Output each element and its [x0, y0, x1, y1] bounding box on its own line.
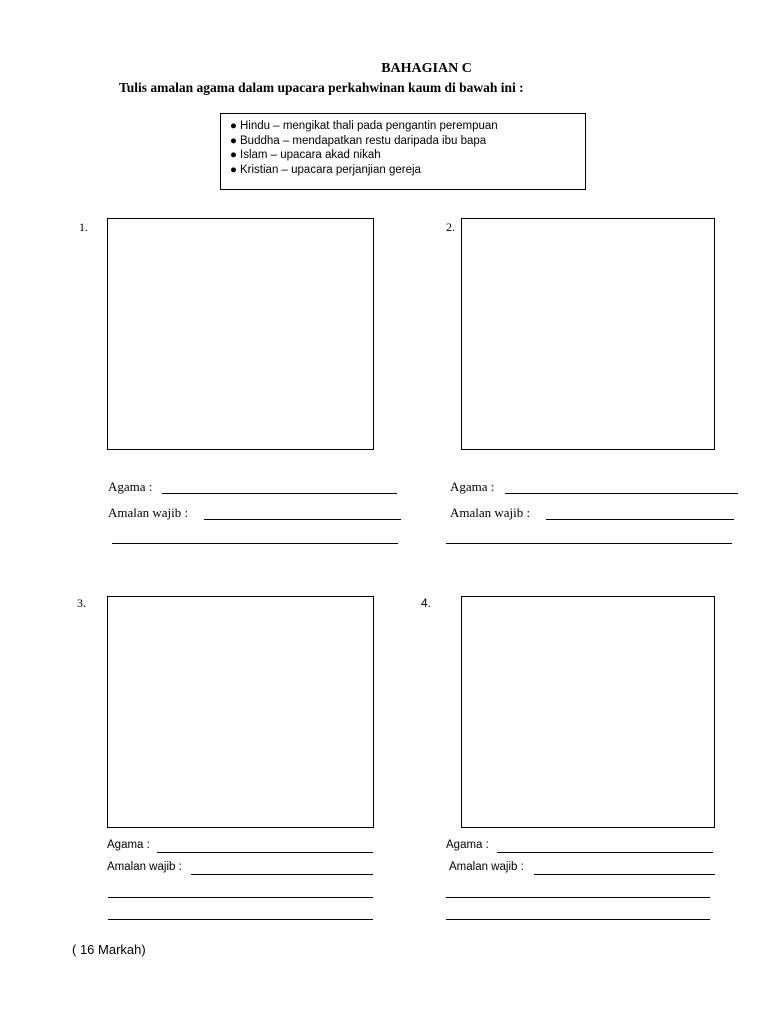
religion-label-2: Agama : [450, 479, 495, 494]
religion-answer-line-1[interactable] [162, 478, 397, 494]
religion-answer-line-3[interactable] [157, 838, 373, 853]
practice-answer-line-2[interactable] [546, 504, 734, 520]
answer-bank-item: ● Islam – upacara akad nikah [230, 149, 381, 161]
bullet-icon: ● [230, 134, 237, 147]
answer-bank-item: ● Kristian – upacara perjanjian gereja [230, 163, 421, 176]
question-number: 1. [79, 220, 88, 234]
practice-answer-line-3b[interactable] [108, 883, 373, 898]
practice-answer-line-3[interactable] [191, 860, 373, 875]
practice-answer-line-4c[interactable] [446, 905, 710, 920]
practice-answer-line-4[interactable] [534, 860, 715, 875]
bullet-icon: ● [230, 163, 237, 176]
practice-label-3: Amalan wajib : [107, 861, 182, 873]
total-marks: ( 16 Markah) [72, 942, 146, 957]
practice-answer-line-4b[interactable] [446, 883, 710, 898]
religion-label-3: Agama : [107, 839, 150, 851]
practice-answer-line-3c[interactable] [108, 905, 373, 920]
picture-frame-2 [461, 218, 715, 450]
practice-label-1: Amalan wajib : [108, 505, 189, 520]
religion-label-4: Agama : [446, 839, 489, 851]
bullet-icon: ● [230, 120, 237, 132]
practice-answer-line-1[interactable] [204, 504, 401, 520]
picture-frame-4 [461, 596, 715, 828]
practice-answer-line-1b[interactable] [112, 528, 398, 544]
practice-label-2: Amalan wajib : [450, 505, 531, 520]
practice-answer-line-2b[interactable] [446, 528, 732, 544]
instruction-text: Tulis amalan agama dalam upacara perkahwinan kaum di bawah ini : [119, 80, 524, 95]
answer-bank-item: ● Buddha – mendapatkan restu daripada ibu bapa [230, 134, 487, 147]
question-number: 2. [446, 220, 455, 234]
question-number: 3. [77, 596, 86, 610]
religion-answer-line-4[interactable] [497, 838, 713, 853]
question-number: 4. [421, 596, 432, 610]
religion-answer-line-2[interactable] [505, 478, 738, 494]
answer-bank-box [220, 113, 586, 190]
practice-label-4: Amalan wajib : [449, 861, 524, 873]
section-title: BAHAGIAN C [381, 61, 472, 76]
answer-bank-item: ● Hindu – mengikat thali pada pengantin perempuan [230, 120, 498, 132]
religion-label-1: Agama : [108, 479, 153, 494]
picture-frame-3 [107, 596, 374, 828]
bullet-icon: ● [230, 149, 237, 161]
picture-frame-1 [107, 218, 374, 450]
